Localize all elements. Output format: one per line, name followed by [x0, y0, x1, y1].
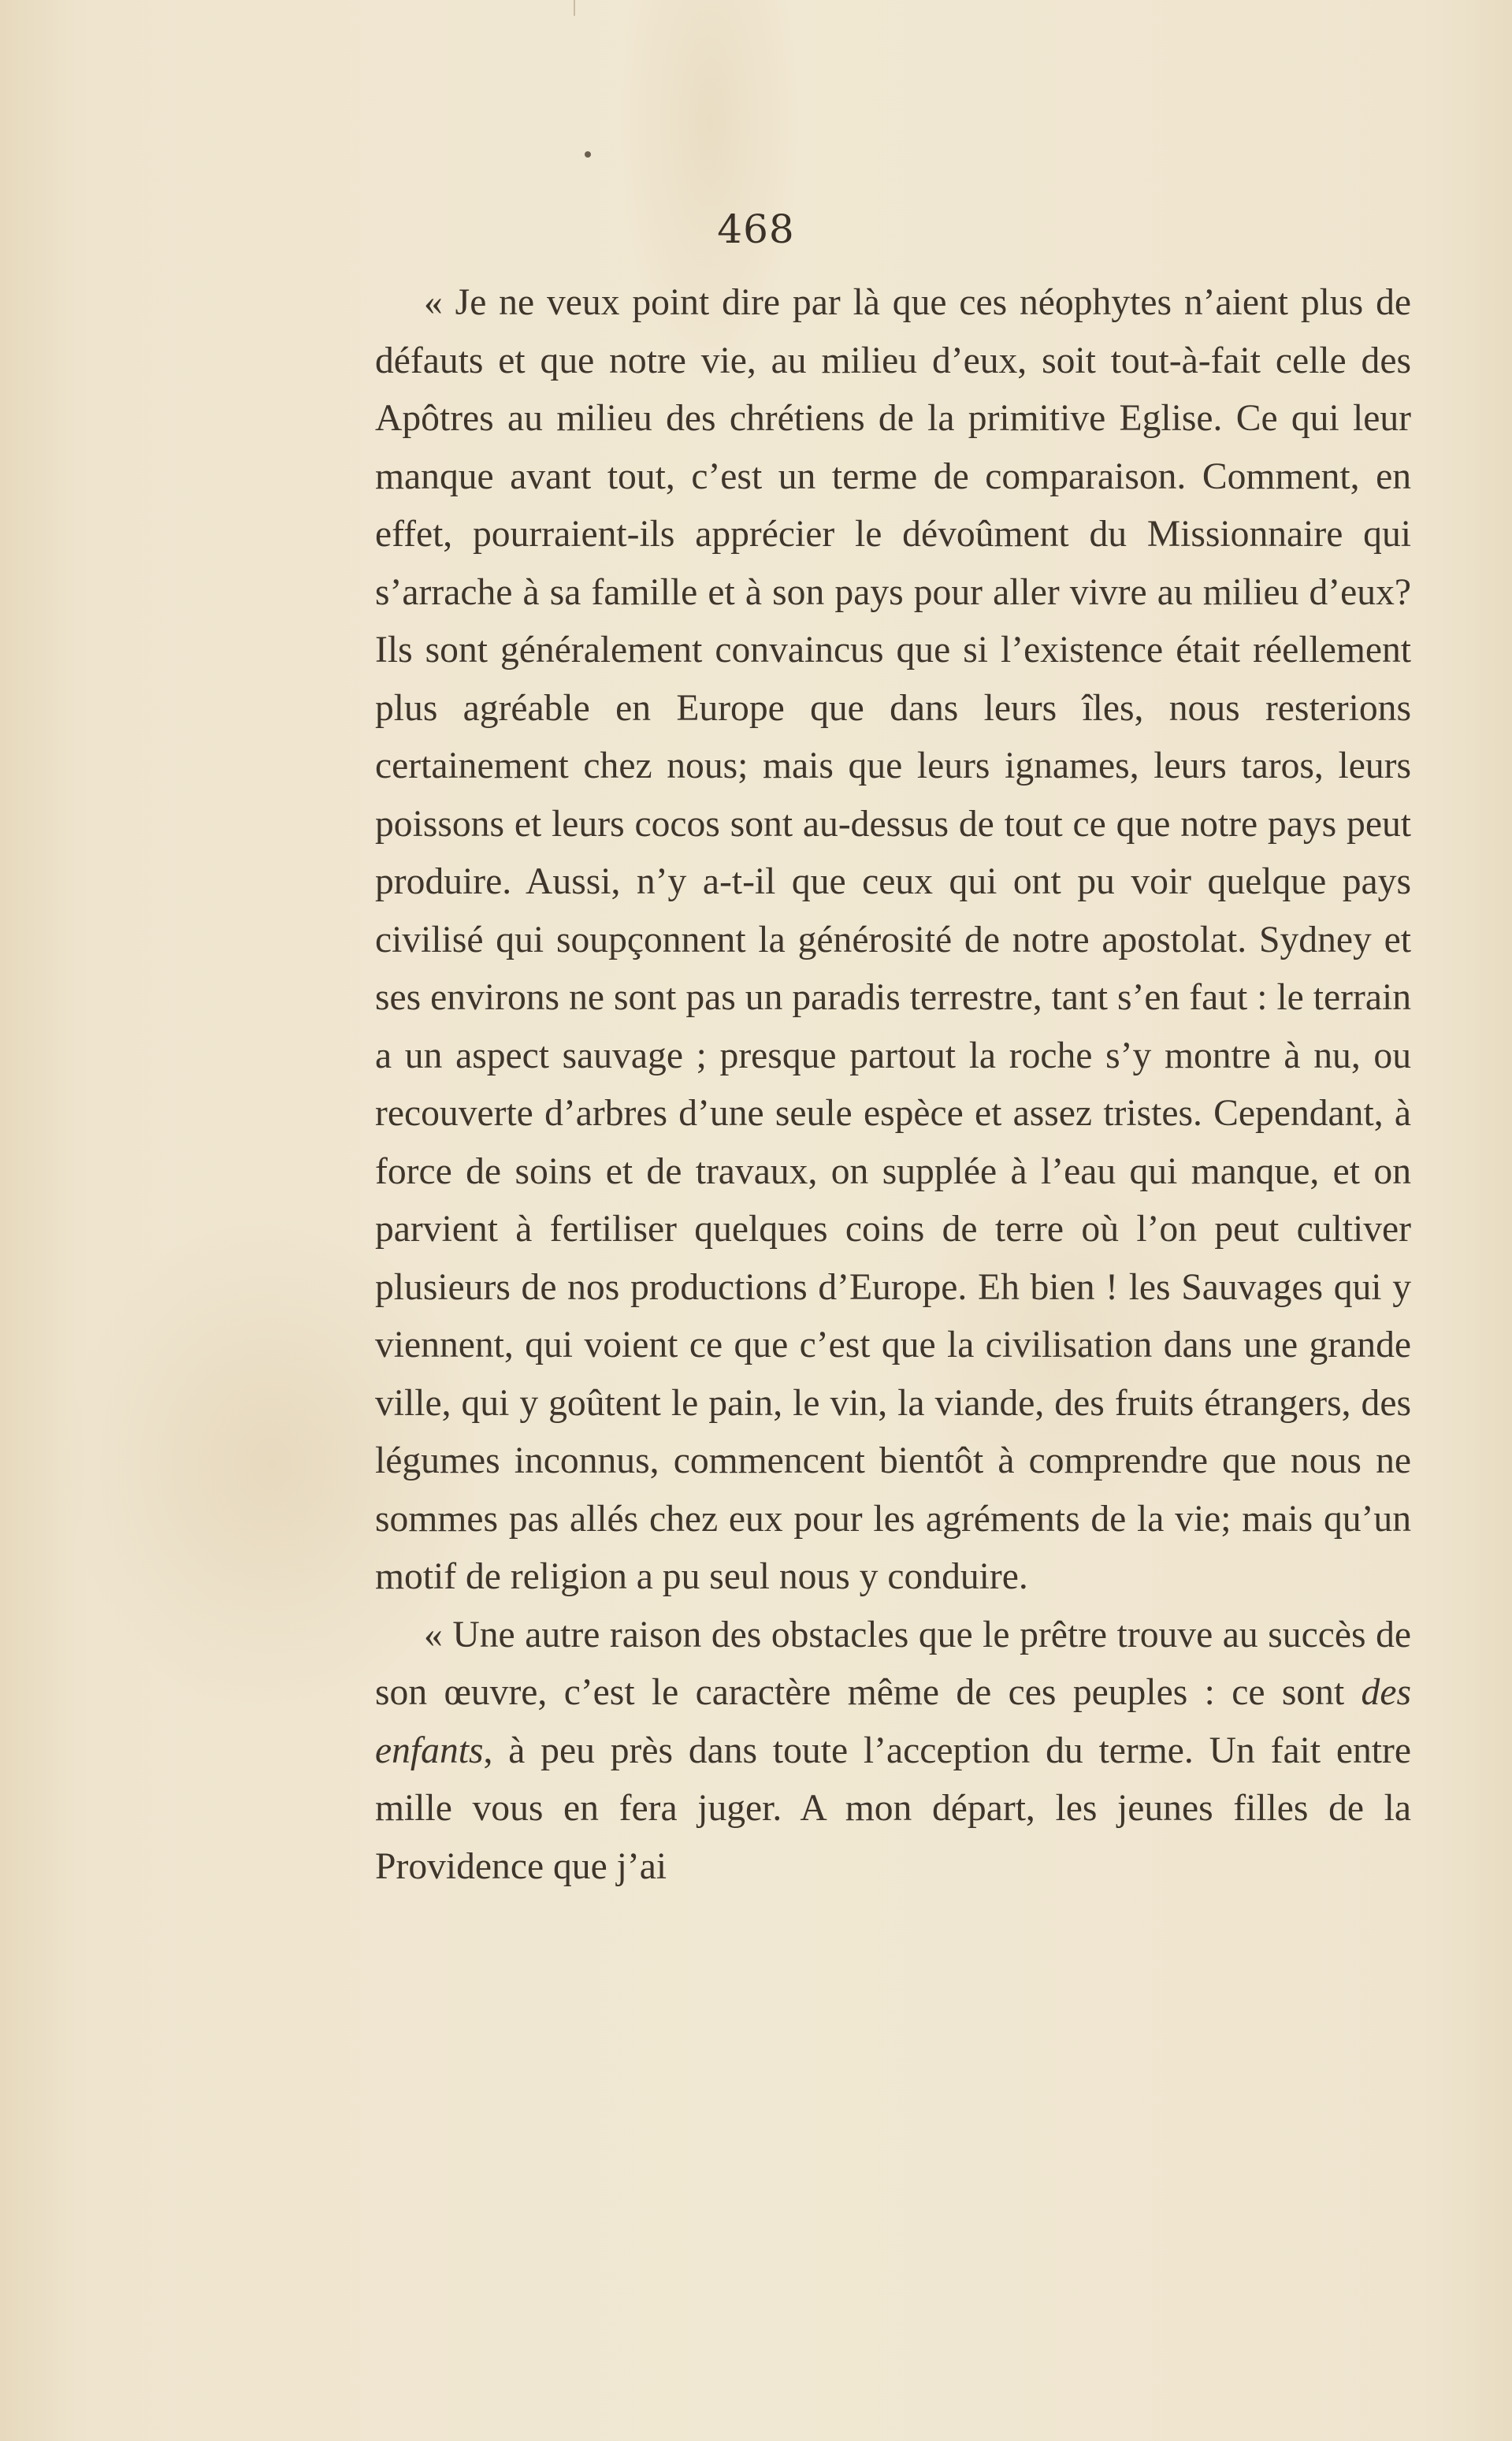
- paragraph-2-text-end: , à peu près dans toute l’acception du terme. Un fait entre mille vous en fera juger. A mon départ, les jeunes filles de la Providence que j’ai: [375, 1730, 1411, 1887]
- page-edge-mark: [574, 0, 575, 16]
- paragraph-2-text-start: « Une autre raison des obstacles que le prêtre trouve au succès de son œuvre, c’est le caractère même de ces peuples : ce sont: [375, 1614, 1411, 1713]
- paragraph-2-italic-phrase: des enfants: [375, 1672, 1411, 1771]
- body-text: [375, 274, 1411, 1896]
- ink-speck: [585, 151, 591, 158]
- paragraph-1-text: « Je ne veux point dire par là que ces néophytes n’aient plus de défauts et que notre vie, au milieu d’eux, soit tout-à-fait celle des Apôtres au milieu des chrétiens de la primitive Eglise. Ce qui leur manque avant tout, c’est un terme de comparaison. Comment, en effet, pourraient-ils apprécier le dévoûment du Missionnaire qui s’arrache à sa famille et à son pays pour aller vivre au milieu d’eux? Ils sont généralement convaincus que si l’existence était réellement plus agréable en Europe que dans leurs îles, nous resterions certainement chez nous; mais que leurs ignames, leurs taros, leurs poissons et leurs cocos sont au-dessus de tout ce que notre pays peut produire. Aussi, n’y a-t-il que ceux qui ont pu voir quelque pays civilisé qui soupçonnent la générosité de notre apostolat. Sydney et ses environs ne sont pas un paradis terrestre, tant s’en faut : le terrain a un aspect sauvage ; presque partout la roche s’y montre à nu, ou recouverte d’arbres d’une seule espèce et assez tristes. Cependant, à force de soins et de travaux, on supplée à l’eau qui manque, et on parvient à fertiliser quelques coins de terre où l’on peut cultiver plusieurs de nos productions d’Europe. Eh bien ! les Sauvages qui y viennent, qui voient ce que c’est que la civilisation dans une grande ville, qui y goûtent le pain, le vin, la viande, des fruits étrangers, des légumes inconnus, commencent bientôt à comprendre que nous ne sommes pas allés chez eux pour les agréments de la vie; mais qu’un motif de religion a pu seul nous y conduire.: [375, 282, 1411, 1597]
- paragraph-1: [375, 274, 1411, 1607]
- page-number: 468: [717, 206, 795, 252]
- paragraph-2: [375, 1607, 1411, 1897]
